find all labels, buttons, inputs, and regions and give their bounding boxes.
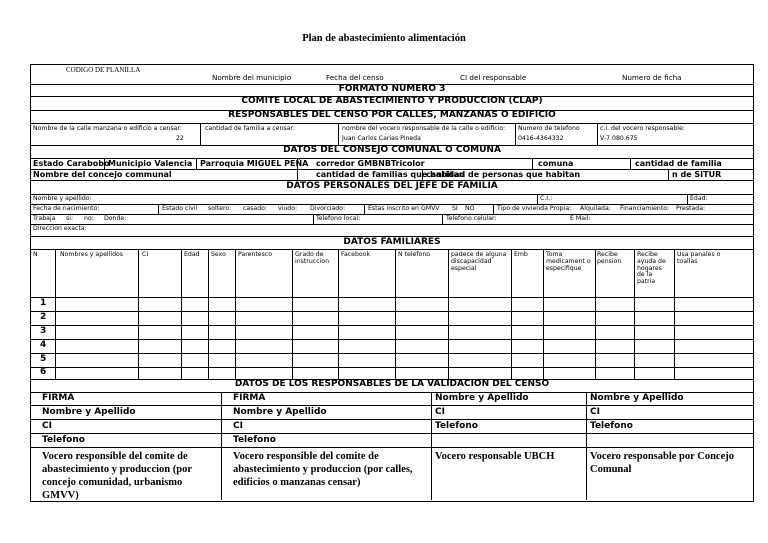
viudo: viudo: (278, 205, 298, 212)
cantidad-familias-value: 22 (176, 135, 184, 142)
telefono-value: 0416-4364332 (518, 135, 564, 142)
col-header: Toma medicament o especifique (546, 251, 591, 272)
jefe-edad: Edad: (690, 195, 708, 202)
telefono-label: Numero de telefono (518, 125, 580, 132)
responsables-heading: RESPONSABLES DEL CENSO POR CALLES, MANZANAS O EDIFICIO (228, 110, 556, 120)
numero-ficha-label: Numero de ficha (622, 73, 682, 82)
vocero-value: Juan Carlos Carias Pineda (342, 135, 421, 142)
firma-label: FIRMA (233, 393, 266, 403)
n-situr: n de SITUR (672, 170, 722, 179)
row-number: 1 (40, 298, 47, 308)
row-number: 4 (40, 340, 47, 350)
row-number: 3 (40, 326, 47, 336)
nombre-consejo: Nombre del concejo communal (33, 170, 172, 179)
alquilada: Alquilada: (580, 205, 611, 212)
ci-responsable-label: CI del responsable (460, 73, 527, 82)
comite-heading: COMITE LOCAL DE ABASTECIMIENTO Y PRODUCCION (CLAP) (241, 96, 543, 106)
nombre-label: Nombre y Apellido (435, 393, 529, 403)
casado: casado: (243, 205, 268, 212)
col-header: N (33, 251, 38, 258)
familiares-heading: DATOS FAMILIARES (343, 237, 441, 247)
jefe-ci: C.I.: (540, 195, 553, 202)
col-header: Nombres y apellidos (60, 251, 124, 258)
consejo-heading: DATOS DEL CONSEJO COMUNAL O COMUNA (283, 145, 501, 155)
row-number: 5 (40, 354, 47, 364)
soltero: soltero: (208, 205, 232, 212)
telefono-label: Telefono (590, 421, 633, 431)
ci-vocero-label: c.i. del vocero responsable: (600, 125, 685, 132)
col-header: Usa panales o toallas (677, 251, 721, 265)
familias-habitan: cantidad de familias que habitan (316, 170, 465, 179)
col-header: padece de alguna discapacidad especial (451, 251, 507, 272)
firma-label: FIRMA (42, 393, 75, 403)
telefono-label: Telefono (435, 421, 478, 431)
corredor: corredor GMBNBTricolor (316, 159, 425, 168)
page-title: Plan de abastecimiento alimentación (302, 33, 466, 44)
validacion-heading: DATOS DE LOS RESPONSABLES DE LA VALIDACION DEL CENSO (234, 379, 550, 389)
municipio-label: Nombre del municipio (212, 73, 292, 82)
telefono-label: Telefono (233, 435, 276, 445)
telefono-label: Telefono (42, 435, 85, 445)
nombre-label: Nombre y Apellido (233, 407, 327, 417)
financiamiento: Financiamiento: (620, 205, 670, 212)
parroquia: Parroquia MIGUEL PEÑA (200, 159, 309, 168)
col-header: Sexo (211, 251, 226, 258)
col-header: Recibe ayuda de hogares de la patria (637, 251, 666, 286)
ci-label: CI (590, 407, 600, 417)
vocero-comite-comunidad: Vocero responsible del comite de abastecimiento y produccion (por concejo comunidad, urbanismo GMVV) (42, 451, 192, 502)
col-header: Emb (514, 251, 528, 258)
familiares-table (30, 249, 754, 379)
gmvv: Estas inscrito en GMVV (368, 205, 440, 212)
telefono-celular: Telefono celular: (446, 215, 497, 222)
vocero-label: nombre del vocero responsable de la calle o edificio: (342, 125, 506, 132)
fecha-censo-label: Fecha del censo (326, 73, 384, 82)
divorciado: Divorciado: (310, 205, 346, 212)
vocero-comite-calles: Vocero responsible del comite de abastecimiento y produccion (por calles, edificios o manzanas censar) (233, 451, 413, 489)
col-header: Edad (184, 251, 200, 258)
vivienda: Tipo de vivienda Propia: (497, 205, 572, 212)
prestada: Prestada: (676, 205, 706, 212)
jefe-heading: DATOS PERSONALES DEL JEFE DE FAMILIA (286, 181, 498, 191)
estado: Estado Carabobo (33, 159, 110, 168)
ci-label: CI (233, 421, 243, 431)
vocero-ubch: Vocero responsable UBCH (435, 451, 555, 462)
col-header: CI (142, 251, 149, 258)
col-header: Grado de instruccion (295, 251, 329, 265)
gmvv-si: SI (452, 205, 458, 212)
estado-civil: Estado civil (162, 205, 198, 212)
col-header: N telefono (398, 251, 431, 258)
municipio: Municipio Valencia (108, 159, 193, 168)
cantidad-familia: cantidad de familia (635, 159, 722, 168)
col-header: Recibe pension (597, 251, 622, 265)
nombre-label: Nombre y Apellido (42, 407, 136, 417)
direccion: Direccion exacta: (33, 225, 87, 232)
cantidad-familias-label: cantidad de familia a censar: (205, 125, 295, 132)
calle-label: Nombre de la calle manzana o edificio a censar: (33, 125, 182, 132)
comuna: comuna (538, 159, 574, 168)
formato-heading: FORMATO NUMERO 3 (338, 84, 446, 94)
trabaja-si: si: (66, 215, 74, 222)
personas-habitan: cantidad de personas que habitan (426, 170, 581, 179)
ci-vocero-value: V-7.080.675 (600, 135, 638, 142)
trabaja-no: no: (84, 215, 94, 222)
vocero-concejo-comunal: Vocero responsable por Concejo Comunal (590, 451, 734, 476)
ci-label: CI (42, 421, 52, 431)
gmvv-no: NO (465, 205, 475, 212)
trabaja: Trabaja (33, 215, 56, 222)
ci-label: CI (435, 407, 445, 417)
jefe-nombre: Nombre y apellido: (33, 195, 92, 202)
codigo-planilla: CODIGO DE PLANILLA (66, 66, 141, 74)
fecha-nacimiento: Fecha de nacimiento: (33, 205, 100, 212)
col-header: Parentesco (238, 251, 273, 258)
nombre-label: Nombre y Apellido (590, 393, 684, 403)
row-number: 6 (40, 367, 47, 377)
telefono-local: Telefono local: (316, 215, 361, 222)
email: E Mail: (570, 215, 591, 222)
col-header: Facebook (341, 251, 371, 258)
row-number: 2 (40, 312, 47, 322)
donde: Donde: (104, 215, 127, 222)
